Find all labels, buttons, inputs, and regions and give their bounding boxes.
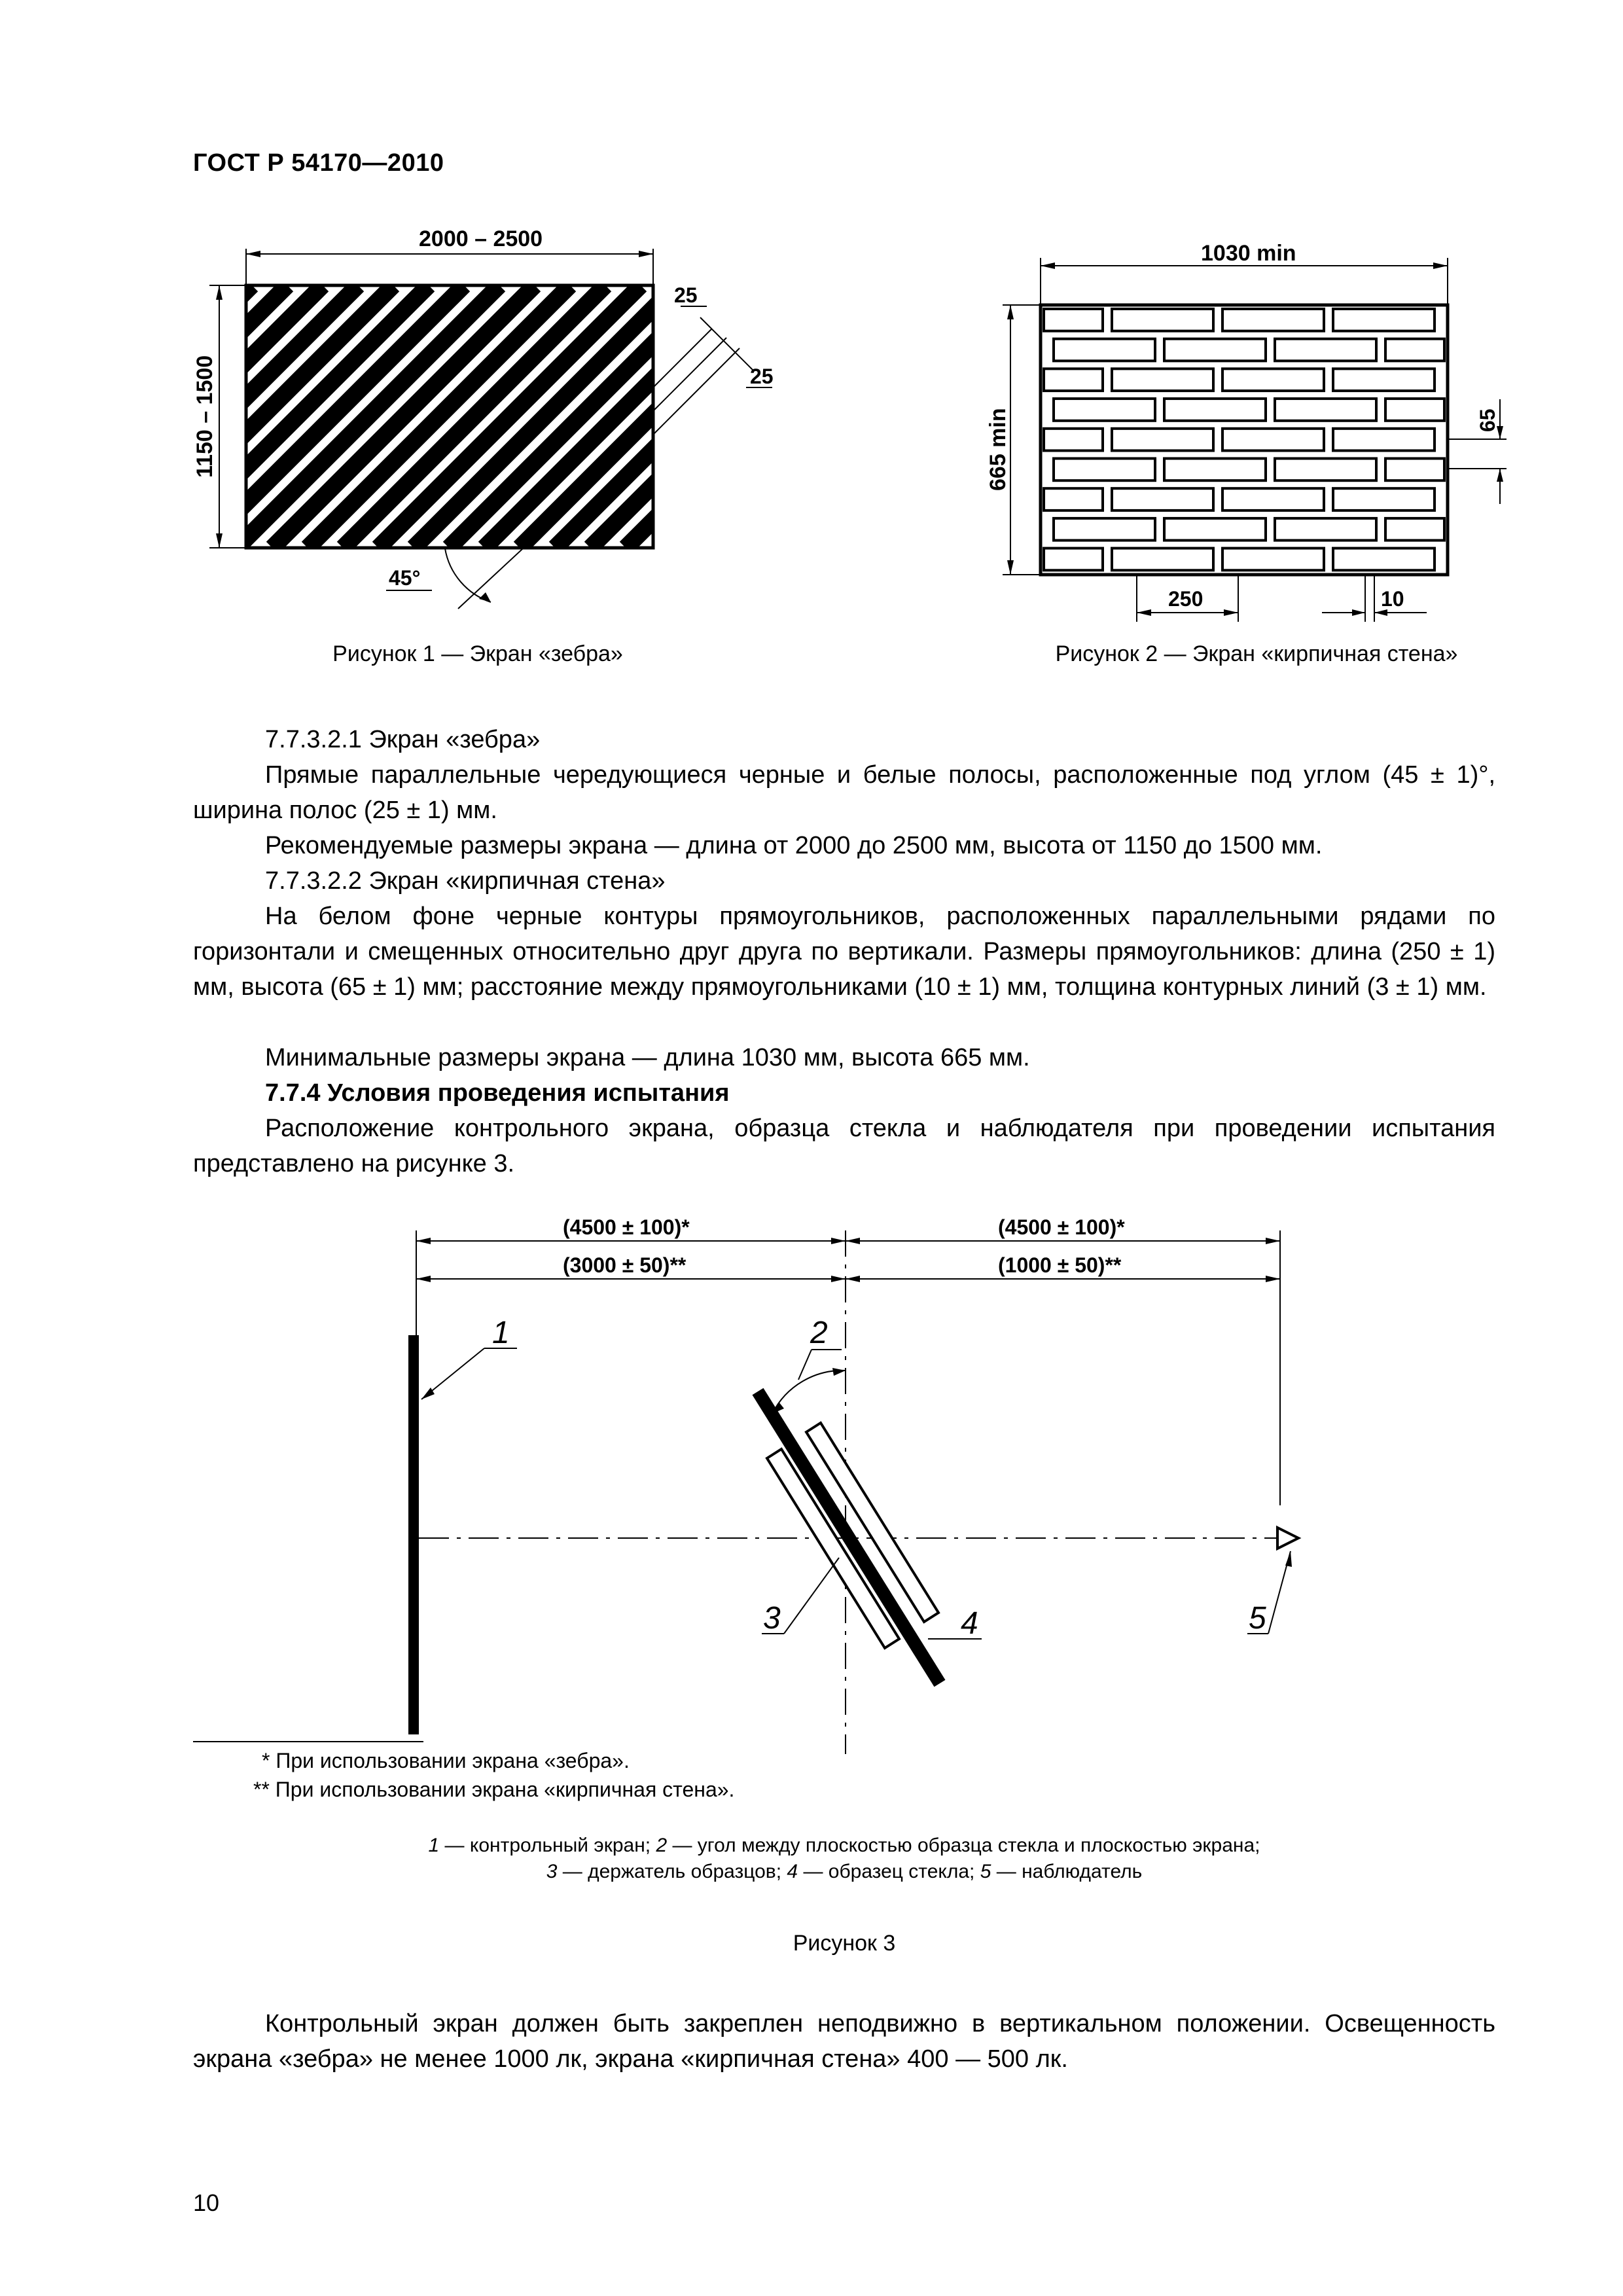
stripe-dim-b: 25 <box>750 365 774 388</box>
zebra-description: Прямые параллельные чередующиеся черные и белые полосы, расположенные под углом (45 ± 1)°, ширина полос (25 ± 1) мм. <box>193 761 1495 824</box>
legend-t4: — образец стекла; <box>798 1861 980 1882</box>
test-setup-figure <box>366 1204 1315 1728</box>
observer-icon <box>1277 1528 1298 1549</box>
zebra-height-dim: 1150 – 1500 <box>192 355 217 478</box>
zebra-stripe <box>0 285 217 548</box>
figure3-caption: Рисунок 3 <box>793 1931 896 1956</box>
label-4: 4 <box>961 1606 978 1641</box>
label-3: 3 <box>763 1601 781 1636</box>
section-7-7-4-heading: 7.7.4 Условия проведения испытания <box>265 1079 730 1107</box>
stripe-dim-a: 25 <box>674 283 698 307</box>
angle-dim: 45° <box>389 566 421 590</box>
brick-wall-figure <box>969 242 1558 635</box>
brick-row-height-dim: 65 <box>1476 408 1499 432</box>
label-5: 5 <box>1249 1601 1266 1636</box>
zebra-stripes <box>0 285 1065 548</box>
zebra-stripe <box>661 285 923 548</box>
dim-right-bottom: (1000 ± 50)** <box>998 1253 1122 1277</box>
footnote-zebra: * При использовании экрана «зебра». <box>262 1749 630 1772</box>
brick-min-size: Минимальные размеры экрана — длина 1030 мм, высота 665 мм. <box>265 1044 1030 1071</box>
footnote-brick: ** При использовании экрана «кирпичная стена». <box>253 1778 735 1801</box>
brick-width-dim: 1030 min <box>1201 241 1296 266</box>
zebra-stripe <box>626 285 888 548</box>
page-number: 10 <box>193 2189 220 2216</box>
section-7-7-3-2-2-heading: 7.7.3.2.2 Экран «кирпичная стена» <box>265 867 666 895</box>
legend-line-2 <box>193 1859 1495 1885</box>
dim-left-top: (4500 ± 100)* <box>563 1215 690 1239</box>
document-header: ГОСТ Р 54170—2010 <box>193 149 444 177</box>
control-screen <box>408 1335 419 1734</box>
legend-t5: — наблюдатель <box>991 1861 1143 1882</box>
label-1: 1 <box>492 1316 510 1350</box>
legend-t2: — угол между плоскостью образца стекла и плоскостью экрана; <box>667 1835 1260 1856</box>
brick-length-dim: 250 <box>1168 587 1204 611</box>
legend-n1: 1 <box>428 1835 440 1856</box>
legend-line-1 <box>193 1833 1495 1859</box>
figure2-caption: Рисунок 2 — Экран «кирпичная стена» <box>1055 641 1458 666</box>
label-2: 2 <box>810 1316 828 1350</box>
zebra-stripe <box>0 285 181 548</box>
dim-right-top: (4500 ± 100)* <box>998 1215 1125 1239</box>
legend-t3: — держатель образцов; <box>557 1861 787 1882</box>
dim-left-bottom: (3000 ± 50)** <box>563 1253 687 1277</box>
zebra-screen-figure <box>183 216 812 635</box>
footnote-divider <box>193 1741 423 1742</box>
section-7-7-3-2-1-heading: 7.7.3.2.1 Экран «зебра» <box>265 726 541 753</box>
legend-n4: 4 <box>787 1861 798 1882</box>
test-setup-text: Расположение контрольного экрана, образца стекла и наблюдателя при проведении испытания представлено на рисунке 3. <box>193 1115 1495 1177</box>
legend-n2: 2 <box>656 1835 668 1856</box>
zebra-width-dim: 2000 – 2500 <box>419 226 543 251</box>
zebra-stripe <box>732 285 994 548</box>
brick-gap-dim: 10 <box>1381 587 1404 611</box>
legend-t1: — контрольный экран; <box>439 1835 656 1856</box>
figure3-legend <box>193 1833 1495 1885</box>
brick-description: На белом фоне черные контуры прямоугольников, расположенных параллельными рядами по горизонтали и смещенных относительно друг друга по вертикали. Размеры прямоугольников: длина (250 ± 1) мм, высота (65 ± 1) мм; расстояние между прямоугольниками (10 ± 1) мм, толщина контурных линий (3 ± 1) мм. <box>193 903 1495 1001</box>
legend-n3: 3 <box>546 1861 558 1882</box>
brick-height-dim: 665 min <box>986 408 1010 491</box>
figure1-caption: Рисунок 1 — Экран «зебра» <box>332 641 623 666</box>
legend-n5: 5 <box>980 1861 991 1882</box>
zebra-stripe <box>696 285 959 548</box>
zebra-recommended-size: Рекомендуемые размеры экрана — длина от 2000 до 2500 мм, высота от 1150 до 1500 мм. <box>265 832 1323 859</box>
closing-paragraph: Контрольный экран должен быть закреплен неподвижно в вертикальном положении. Освещенность экрана «зебра» не менее 1000 лк, экрана «кирпичная стена» 400 — 500 лк. <box>193 2010 1495 2073</box>
